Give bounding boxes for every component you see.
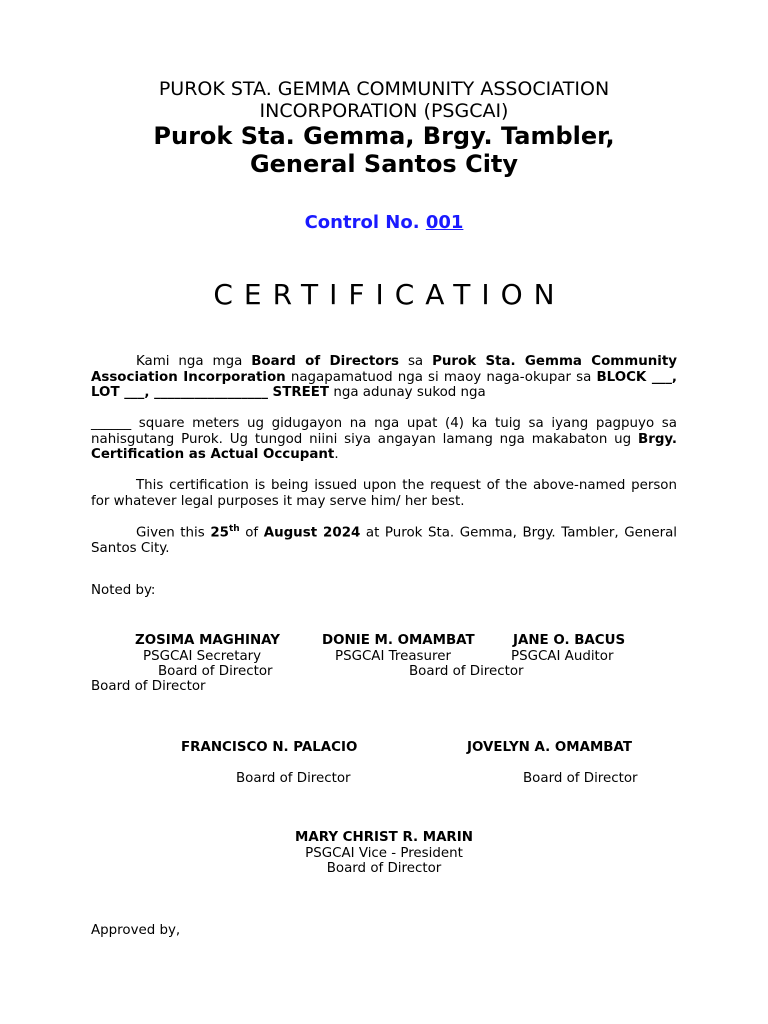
signatory-name: FRANCISCO N. PALACIO [181,740,358,755]
signatory-name: MARY CHRIST R. MARIN [295,830,473,845]
body-paragraph-3 [91,522,677,556]
address-line-1: Purok Sta. Gemma, Brgy. Tambler, [153,122,615,150]
signatory-name: JOVELYN A. OMAMBAT [467,740,632,755]
p3-text-3: at Purok Sta. Gemma, Brgy. Tambler, General Santos City. [91,525,677,556]
control-number-value: 001 [425,212,464,233]
noted-by-label: Noted by: [91,583,156,598]
p1b-bold-1: Brgy. Certification as Actual Occupant [91,431,677,462]
p1-text-1: Kami nga mga [136,354,252,369]
p3-text-1: Given this [136,525,211,541]
signatory-role: Board of Director [326,861,442,876]
signatory-name: ZOSIMA MAGHINAY [135,633,280,648]
signatory-role: Board of Director [409,664,524,679]
p1-bold-2: Purok Sta. Gemma Community Association Incorporation [91,354,677,385]
body-paragraph-1-continued [91,416,677,463]
p3-day-suffix: th [228,524,240,534]
signatory-name: JANE O. BACUS [513,633,626,648]
p1b-text-2: . [334,447,339,462]
p1b-text-1: ______ square meters ug gidugayon na nga upat (4) ka tuig sa iyang pagpuyo sa nahisgutang Purok. Ug tungod niini siya angayan lamang nga makabaton ug [91,416,677,447]
signatory-role: Board of Director [158,664,273,679]
approved-by-label: Approved by, [91,923,181,938]
address-line-2: General Santos City [249,150,519,178]
p3-text-2: of [239,525,264,541]
org-name-line-2: INCORPORATION (PSGCAI) [259,100,509,122]
control-label: Control No. [304,212,420,233]
body-paragraph-1 [91,354,677,401]
control-number [0,212,768,233]
signatory-position: PSGCAI Vice - President [305,846,463,861]
p1-bold-1: Board of Directors [251,354,400,369]
signatory-position: PSGCAI Auditor [511,649,614,664]
signatory-role: Board of Director [236,771,351,786]
signatory-position: PSGCAI Secretary [143,649,262,664]
signatory-role: Board of Director [91,679,206,694]
p1-bold-3: BLOCK ___, LOT ___, _________________ STREET [91,369,677,400]
p1-text-4: nga adunay sukod nga [329,385,486,400]
body-paragraph-2: This certification is being issued upon the request of the above-named person for whatever legal purposes it may serve him/ her best. [91,478,677,509]
signatory-role: Board of Director [523,771,638,786]
signatory-position: PSGCAI Treasurer [335,649,451,664]
document-title: CERTIFICATION [213,278,566,311]
p3-month: August 2024 [263,525,361,541]
p1-text-2: sa [399,354,433,369]
p1-text-3: nagapamatuod nga si maoy naga-okupar sa [285,369,597,385]
p3-day: 25 [210,525,229,541]
org-name-line-1: PUROK STA. GEMMA COMMUNITY ASSOCIATION [158,78,610,100]
signatory-name: DONIE M. OMAMBAT [322,633,475,648]
